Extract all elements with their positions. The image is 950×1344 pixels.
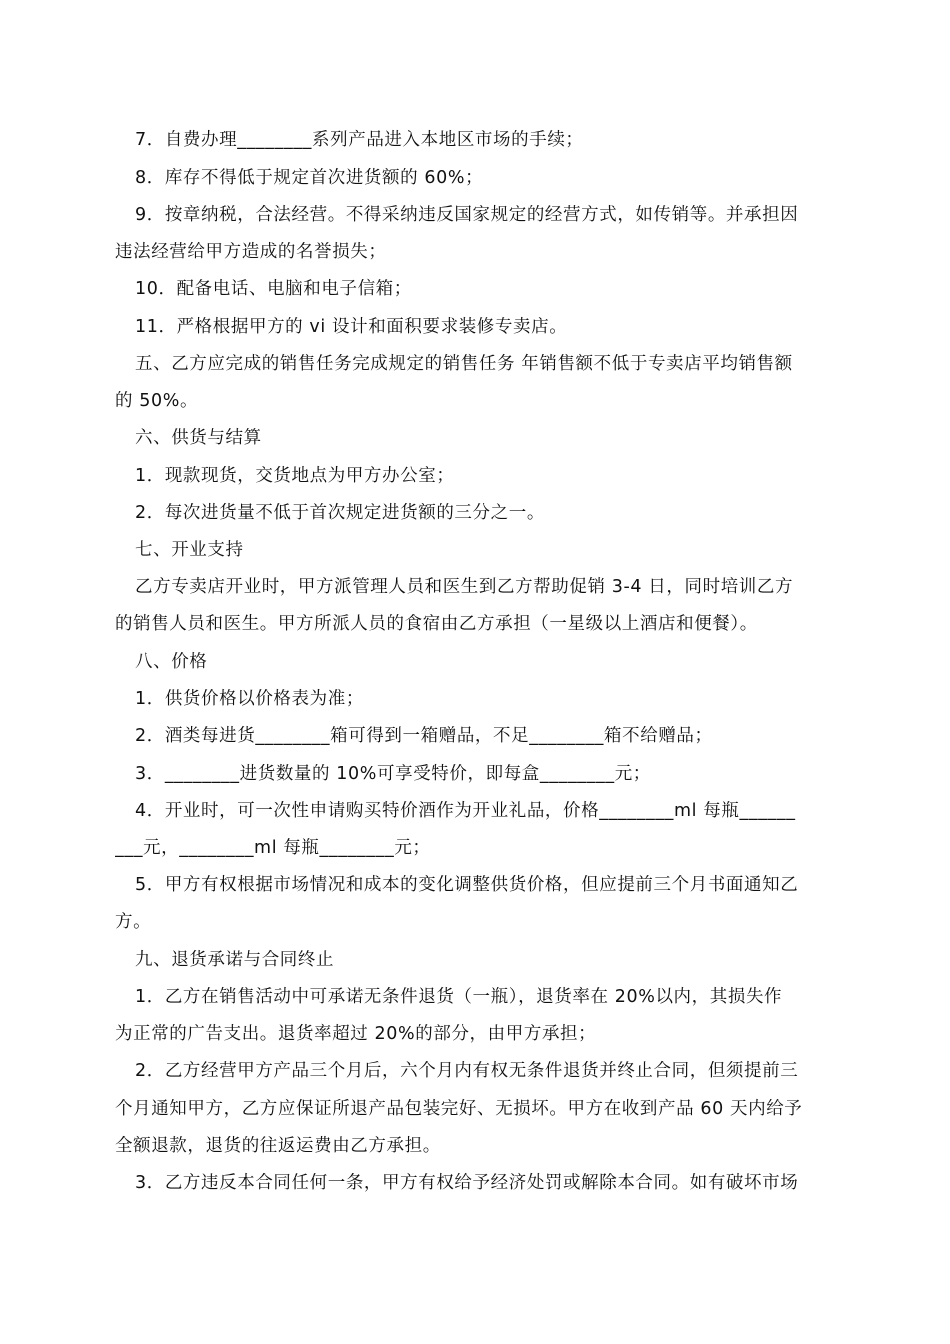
- clause-line: 为正常的广告支出。退货率超过 20%的部分，由甲方承担；: [115, 1024, 597, 1044]
- clause-line: 3．乙方违反本合同任何一条，甲方有权给予经济处罚或解除本合同。如有破坏市场: [135, 1173, 799, 1193]
- clause-line: 5．甲方有权根据市场情况和成本的变化调整供货价格，但应提前三个月书面通知乙: [135, 875, 799, 895]
- clause-line: 1．乙方在销售活动中可承诺无条件退货（一瓶），退货率在 20%以内，其损失作: [135, 987, 783, 1007]
- clause-line: 4．开业时，可一次性申请购买特价酒作为开业礼品，价格________ml 每瓶______: [135, 801, 796, 821]
- section-heading: 七、开业支持: [135, 540, 244, 560]
- section-heading: 八、价格: [135, 652, 208, 672]
- clause-line: 2．每次进货量不低于首次规定进货额的三分之一。: [135, 503, 545, 523]
- clause-line: 的 50%。: [115, 391, 199, 411]
- clause-line: 8．库存不得低于规定首次进货额的 60%；: [135, 168, 484, 188]
- clause-line: 11．严格根据甲方的 vi 设计和面积要求装修专卖店。: [135, 317, 568, 337]
- section-heading: 九、退货承诺与合同终止: [135, 950, 335, 970]
- clause-line: 的销售人员和医生。甲方所派人员的食宿由乙方承担（一星级以上酒店和便餐）。: [115, 614, 758, 634]
- clause-line: 1．现款现货，交货地点为甲方办公室；: [135, 466, 455, 486]
- clause-line: ___元，________ml 每瓶________元；: [115, 838, 431, 858]
- clause-line: 9．按章纳税，合法经营。不得采纳违反国家规定的经营方式，如传销等。并承担因: [135, 205, 799, 225]
- clause-line: 7．自费办理________系列产品进入本地区市场的手续；: [135, 130, 584, 150]
- clause-line: 个月通知甲方，乙方应保证所退产品包装完好、无损坏。甲方在收到产品 60 天内给予: [115, 1099, 803, 1119]
- clause-line: 2．乙方经营甲方产品三个月后，六个月内有权无条件退货并终止合同，但须提前三: [135, 1061, 799, 1081]
- clause-line: 乙方专卖店开业时，甲方派管理人员和医生到乙方帮助促销 3-4 日，同时培训乙方: [135, 577, 794, 597]
- clause-line: 违法经营给甲方造成的名誉损失；: [115, 242, 387, 262]
- clause-line: 10．配备电话、电脑和电子信箱；: [135, 279, 412, 299]
- clause-line: 方。: [115, 912, 152, 932]
- clause-line: 3．________进货数量的 10%可享受特价，即每盒________元；: [135, 764, 651, 784]
- section-heading: 六、供货与结算: [135, 428, 262, 448]
- clause-line: 全额退款，退货的往返运费由乙方承担。: [115, 1136, 441, 1156]
- clause-line: 1．供货价格以价格表为准；: [135, 689, 364, 709]
- section-heading: 五、乙方应完成的销售任务完成规定的销售任务 年销售额不低于专卖店平均销售额: [135, 354, 793, 374]
- clause-line: 2．酒类每进货________箱可得到一箱赠品，不足________箱不给赠品；: [135, 726, 713, 746]
